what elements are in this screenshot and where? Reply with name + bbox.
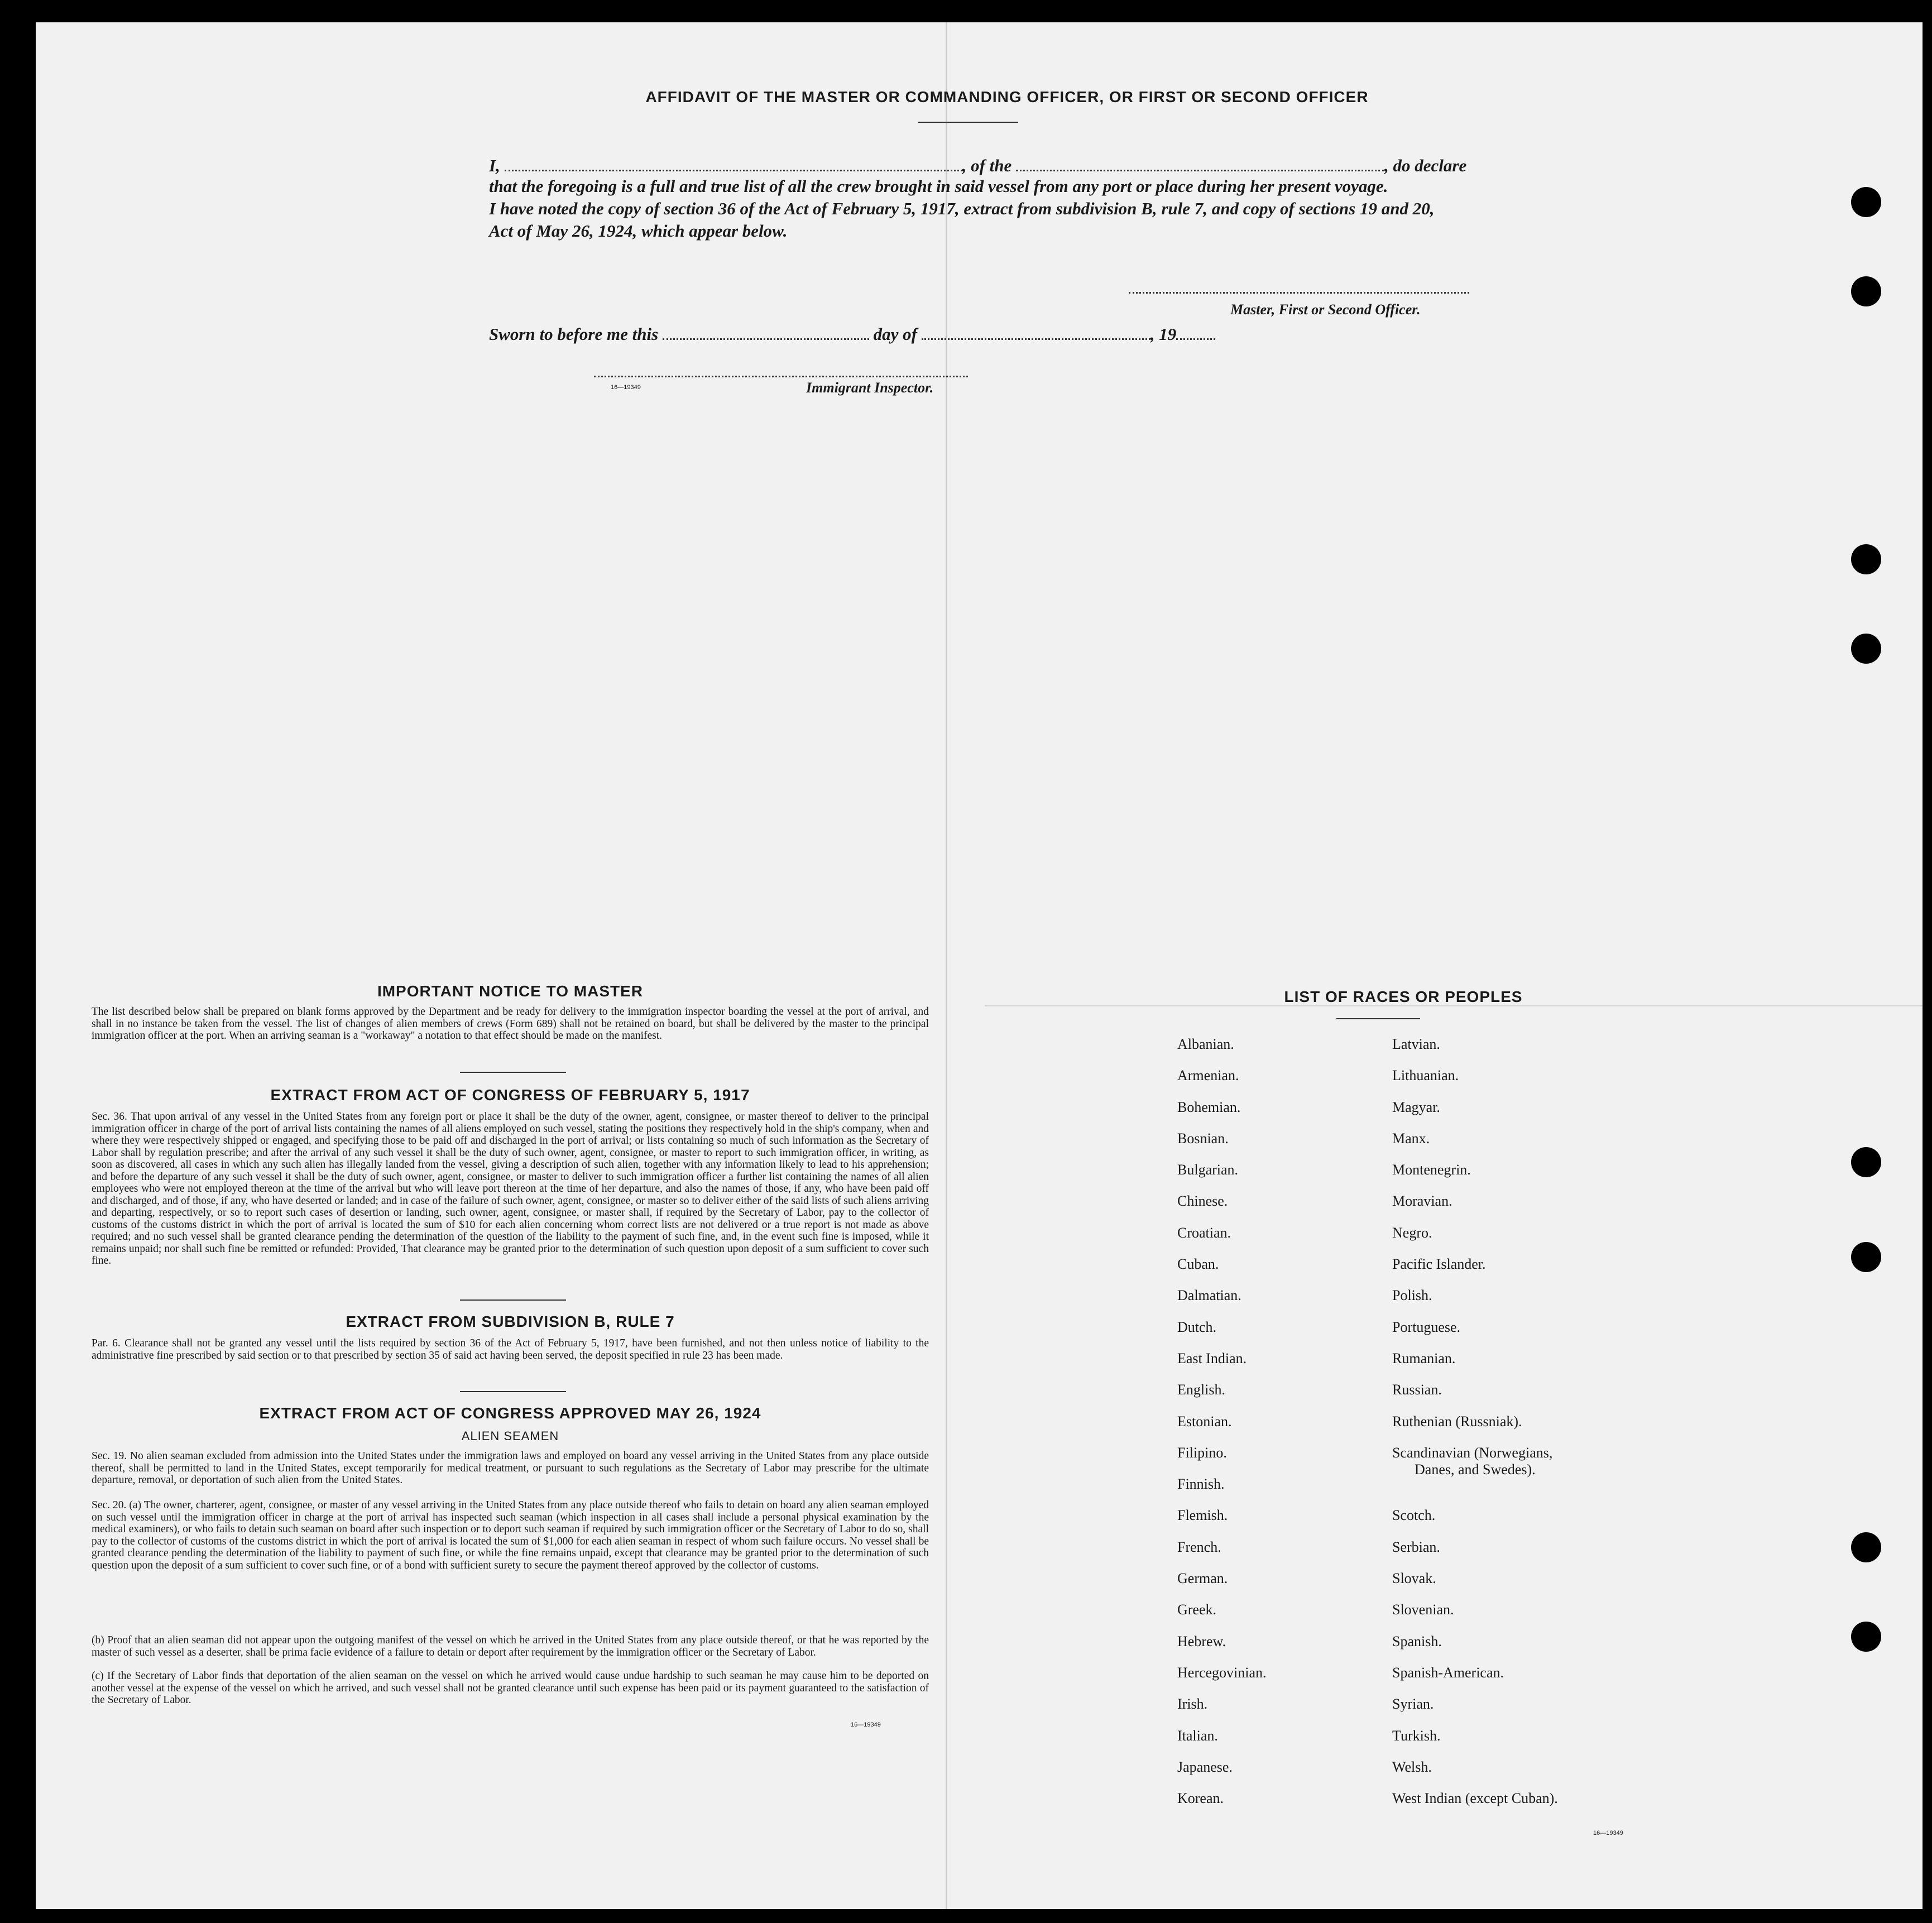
extract-1924-title: EXTRACT FROM ACT OF CONGRESS APPROVED MAY 26, 1924 <box>259 1404 761 1422</box>
races-left-column <box>1177 1036 1267 1821</box>
race-item: Bulgarian. <box>1177 1162 1239 1178</box>
scandinavian-cont: Danes, and Swedes). <box>1415 1461 1536 1478</box>
affidavit-line-2: that the foregoing is a full and true list of all the crew brought in said vessel from any port or place during her present voyage. <box>489 176 1388 196</box>
race-item: Scotch. <box>1392 1507 1436 1524</box>
race-item: English. <box>1177 1382 1225 1398</box>
form-number-right: 16—19349 <box>1593 1830 1623 1836</box>
punch-hole <box>1851 634 1881 664</box>
race-item: Bohemian. <box>1177 1099 1241 1115</box>
race-item: Ruthenian (Russniak). <box>1392 1413 1522 1430</box>
races-title-underline <box>1336 1018 1420 1019</box>
affidavit-line-4: Act of May 26, 1924, which appear below. <box>489 221 788 241</box>
race-item: Portuguese. <box>1392 1318 1461 1335</box>
race-item: Turkish. <box>1392 1727 1441 1744</box>
race-item: Korean. <box>1177 1790 1224 1807</box>
race-item: Spanish. <box>1392 1633 1442 1649</box>
extract-rule7-body: Par. 6. Clearance shall not be granted any vessel until the lists required by section 36 of the Act of February 5, 1917, have been furnished, and not then unless notice of liability to the administrative fine prescribed by said section or to that prescribed by section 35 of said act having been served, the deposit specified in rule 23 has been made. <box>92 1337 929 1361</box>
race-item: Spanish-American. <box>1392 1664 1504 1681</box>
title-underline <box>918 122 1018 123</box>
sworn-day-blank[interactable] <box>663 323 869 340</box>
race-item: Serbian. <box>1392 1538 1440 1555</box>
master-signature-line[interactable] <box>1129 276 1469 294</box>
race-item: French. <box>1177 1538 1221 1555</box>
divider <box>460 1072 566 1073</box>
race-item: Magyar. <box>1392 1099 1440 1115</box>
race-item: Flemish. <box>1177 1507 1228 1524</box>
race-item: Irish. <box>1177 1696 1208 1713</box>
race-item: German. <box>1177 1570 1228 1587</box>
punch-hole <box>1851 1622 1881 1652</box>
race-item: Slovenian. <box>1392 1601 1454 1618</box>
sec20c-body: (c) If the Secretary of Labor finds that deportation of the alien seaman on the vessel on which he arrived would cause undue hardship to such seaman he may cause him to be deported on another vessel at the expense of the vessel on which he arrived, and such vessel shall not be granted clearance until such expense has been paid or its payment guaranteed to the satisfaction of the Secretary of Labor. <box>92 1670 929 1706</box>
race-item: Lithuanian. <box>1392 1067 1459 1084</box>
sworn-line: Sworn to before me this day of , 19 <box>489 323 1215 344</box>
punch-hole <box>1851 544 1881 574</box>
race-item: Negro. <box>1392 1224 1432 1241</box>
divider <box>460 1391 566 1392</box>
center-fold <box>946 22 947 1909</box>
race-item: Croatian. <box>1177 1224 1231 1241</box>
race-item: Latvian. <box>1392 1036 1440 1052</box>
race-item: Rumanian. <box>1392 1350 1456 1366</box>
race-item: Filipino. <box>1177 1444 1227 1461</box>
notice-body: The list described below shall be prepared on blank forms approved by the Department and be ready for delivery to the immigration inspector boarding the vessel at the port of arrival, and shall in no instance be taken from the vessel. The list of changes of alien members of crews (Form 689) shall not be retained on board, but shall be delivered by the master to the principal immigration officer at the port. When an arriving seaman is a "workaway" a notation to that effect should be made on the manifest. <box>92 1006 929 1042</box>
punch-hole <box>1851 187 1881 217</box>
inspector-signature-line[interactable] <box>594 360 968 377</box>
race-item: Russian. <box>1392 1382 1442 1398</box>
race-item: Welsh. <box>1392 1758 1432 1775</box>
race-item: Finnish. <box>1177 1476 1225 1493</box>
sec20b-body: (b) Proof that an alien seaman did not appear upon the outgoing manifest of the vessel on which he arrived in the United States from any place outside thereof, or that he was reported by the master of such vessel as a deserter, shall be prima facie evidence of a failure to detain or deport after requirement by the immigration officer or the Secretary of Labor. <box>92 1634 929 1658</box>
race-item: Montenegrin. <box>1392 1162 1471 1178</box>
race-item: Hebrew. <box>1177 1633 1226 1649</box>
race-item: Greek. <box>1177 1601 1217 1618</box>
race-item: Bosnian. <box>1177 1130 1229 1147</box>
race-item: Pacific Islander. <box>1392 1256 1486 1273</box>
punch-hole <box>1851 1242 1881 1272</box>
inspector-label: Immigrant Inspector. <box>806 380 934 396</box>
race-item: Slovak. <box>1392 1570 1436 1587</box>
divider <box>460 1299 566 1301</box>
race-item: Dalmatian. <box>1177 1287 1241 1304</box>
form-number-top: 16—19349 <box>611 384 641 391</box>
extract-1917-title: EXTRACT FROM ACT OF CONGRESS OF FEBRUARY 5, 1917 <box>270 1086 750 1104</box>
sec20a-body: Sec. 20. (a) The owner, charterer, agent, consignee, or master of any vessel arriving in the United States from any place outside thereof who fails to detain on board any alien seaman employed on such vessel until the immigration officer in charge at the port of arrival has inspected such seaman (which inspection in all cases shall include a personal physical examination by the medical examiners), or who fails to detain such seaman on board after such inspection or to deport such seaman if required by such immigration officer or the Secretary of Labor to do so, shall pay to the collector of customs of the customs district in which the port of arrival is located the sum of $1,000 for each alien seaman in respect of whom such failure occurs. No vessel shall be granted clearance pending the determination of the liability to payment of such fine, or while the fine remains unpaid, except that clearance may be granted prior to the determination of such question upon the deposit of a sum sufficient to cover such fine, or of a bond with sufficient surety to secure the payment thereof approved by the collector of customs. <box>92 1499 929 1571</box>
race-item: Manx. <box>1392 1130 1430 1147</box>
document-sheet <box>36 22 1923 1909</box>
race-item: Estonian. <box>1177 1413 1232 1430</box>
extract-1917-body: Sec. 36. That upon arrival of any vessel in the United States from any foreign port or place it shall be the duty of the owner, agent, consignee, or master thereof to deliver to the principal immigration officer in charge of the port of arrival lists containing the names of all aliens employed on such vessel, stating the positions they respectively hold in the ship's company, when and where they were respectively shipped or engaged, and specifying those to be paid off and discharged in the port of arrival; or lists containing so much of such information as the Secretary of Labor shall by regulation prescribe; and after the arrival of any such vessel it shall be the duty of such owner, agent, consignee, or master to report to such immigration officer, in writing, as soon as discovered, all cases in which any such alien has illegally landed from the vessel, giving a description of such alien, together with any information likely to lead to his apprehension; and before the departure of any such vessel it shall be the duty of such owner, agent, consignee, or master to deliver to such immigration officer a further list containing the names of all alien employees who were not employed thereon at the time of the arrival but who will leave port thereon at the time of her departure, and also the names of those, if any, who have been paid off and discharged, and of those, if any, who have deserted or landed; and in case of the failure of such owner, agent, consignee, or master so to deliver either of the said lists of such aliens arriving and departing, respectively, or so to report such cases of desertion or landing, such owner, agent, consignee, or master shall, if required by the Secretary of Labor, pay to the collector of customs of the customs district in which the port of arrival is located the sum of $10 for each alien concerning whom correct lists are not delivered or a true report is not made as above required; and no such vessel shall be granted clearance pending the determination of the question of the liability to the payment of such fine, and, in the event such fine is imposed, while it remains unpaid; nor shall such fine be remitted or refunded: Provided, That clearance may be granted prior to the determination of such question upon deposit of a sum sufficient to cover such fine. <box>92 1111 929 1267</box>
notice-title: IMPORTANT NOTICE TO MASTER <box>377 982 644 1000</box>
race-item: Polish. <box>1392 1287 1432 1304</box>
extract-rule7-title: EXTRACT FROM SUBDIVISION B, RULE 7 <box>346 1313 675 1330</box>
race-item: Italian. <box>1177 1727 1218 1744</box>
race-item: Moravian. <box>1392 1193 1452 1210</box>
races-right-column <box>1392 1036 1558 1821</box>
form-number-left: 16—19349 <box>851 1721 881 1728</box>
race-item: Armenian. <box>1177 1067 1239 1084</box>
race-item: East Indian. <box>1177 1350 1247 1366</box>
race-item: Japanese. <box>1177 1758 1233 1775</box>
affidavit-title: AFFIDAVIT OF THE MASTER OR COMMANDING OFFICER, OR FIRST OR SECOND OFFICER <box>645 88 1369 105</box>
punch-hole <box>1851 1532 1881 1562</box>
race-item: Dutch. <box>1177 1318 1217 1335</box>
sworn-month-blank[interactable] <box>922 323 1150 340</box>
race-item: Scandinavian (Norwegians, Danes, and Swedes). <box>1392 1444 1553 1478</box>
sec19-body: Sec. 19. No alien seaman excluded from admission into the United States under the immigration laws and employed on board any vessel arriving in the United States from any place outside thereof, shall be permitted to land in the United States, except temporarily for medical treatment, or pursuant to such regulations as the Secretary of Labor may prescribe for the ultimate departure, removal, or deportation of such alien from the United States. <box>92 1450 929 1486</box>
punch-hole <box>1851 276 1881 306</box>
alien-seamen-subtitle: ALIEN SEAMEN <box>461 1429 559 1443</box>
affidavit-line-3: I have noted the copy of section 36 of the Act of February 5, 1917, extract from subdivision B, rule 7, and copy of sections 19 and 20, <box>489 199 1435 218</box>
race-item: Chinese. <box>1177 1193 1228 1210</box>
race-item: West Indian (except Cuban). <box>1392 1790 1558 1807</box>
race-item: Hercegovinian. <box>1177 1664 1267 1681</box>
punch-hole <box>1851 1147 1881 1177</box>
master-name-blank[interactable] <box>505 154 962 171</box>
race-item: Cuban. <box>1177 1256 1219 1273</box>
master-signature-label: Master, First or Second Officer. <box>1230 301 1421 318</box>
race-item: Syrian. <box>1392 1696 1434 1713</box>
vessel-name-blank[interactable] <box>1016 154 1384 171</box>
races-title: LIST OF RACES OR PEOPLES <box>1284 988 1523 1005</box>
affidavit-line-1: I, , of the , do declare <box>489 154 1466 176</box>
sworn-year-blank[interactable] <box>1176 323 1215 340</box>
race-item: Albanian. <box>1177 1036 1234 1052</box>
